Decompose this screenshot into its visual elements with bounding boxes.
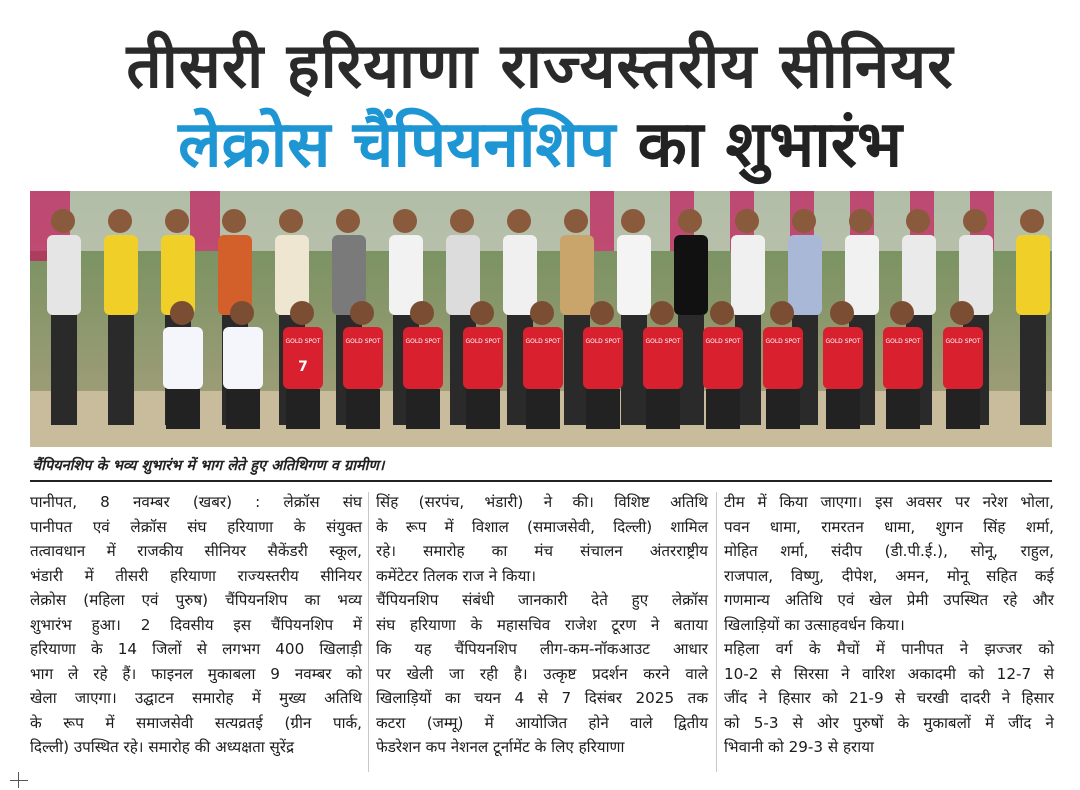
standing-person [1016, 209, 1050, 425]
jersey-text: GOLD SPOT [405, 338, 441, 345]
article-column-2 [376, 490, 708, 760]
article-line: शुभारंभ हुआ। 2 दिवसीय इस चैंपियनशिप में [30, 615, 362, 634]
article-line: राजपाल, विष्णु, दीपेश, अमन, मोनू सहित कई [724, 566, 1054, 585]
article-line: रहे। समारोह का मंच संचालन अंतरराष्ट्रीय [376, 542, 708, 560]
article-line: टीम में किया जाएगा। इस अवसर पर नरेश भोला, [724, 493, 1054, 511]
article-line: पानीपत एवं लेक्रॉस संघ हरियाणा के संयुक्त [30, 517, 362, 536]
headline-line-2 [0, 100, 1080, 190]
jersey-text: GOLD SPOT [585, 338, 621, 345]
article-line: लेक्रोस (महिला एवं पुरुष) चैंपियनशिप का भव्य [30, 591, 362, 609]
jersey-text: GOLD SPOT [285, 338, 321, 345]
article-column-3 [724, 490, 1054, 760]
article-line: खेला जाएगा। उद्घाटन समारोह में मुख्य अतिथि [30, 689, 362, 707]
divider-rule [30, 480, 1052, 482]
article-line: भिवानी को 29-3 से हराया [724, 738, 874, 756]
article-line: मोहित शर्मा, संदीप (डी.पी.ई.), सोनू, राहुल, [724, 542, 1054, 560]
article-line: महिला वर्ग के मैचों में पानीपत ने झज्जर को [724, 640, 1054, 658]
standing-person [47, 209, 81, 425]
article-line: संघ हरियाणा के महासचिव राजेश टूरण ने बताया [376, 615, 708, 634]
standing-person [617, 209, 651, 425]
headline-rest: का शुभारंभ [637, 108, 902, 182]
headline-accent: लेक्रोस चैंपियनशिप [178, 108, 616, 182]
jersey-text: GOLD SPOT [885, 338, 921, 345]
standing-person [104, 209, 138, 425]
jersey-text: GOLD SPOT [525, 338, 561, 345]
crosshair-icon [8, 770, 30, 790]
article-line: पवन धामा, रामरतन धामा, शुगन सिंह शर्मा, [724, 517, 1054, 536]
article-line: जींद ने हिसार को 21-9 से चरखी दादरी ने हिसार [724, 689, 1054, 707]
news-photo [30, 191, 1052, 447]
article-line: गणमान्य अतिथि एवं खेल प्रेमी उपस्थित रहे और [724, 591, 1054, 609]
article-line: 10-2 से सिरसा ने वारिश अकादमी को 12-7 से [724, 664, 1054, 683]
article-line: को 5-3 से ओर पुरुषों के मुकाबलों में जींद ने [724, 713, 1054, 732]
article-line: कमेंटेटर तिलक राज ने किया। [376, 566, 537, 585]
photo-caption: चैंपियनशिप के भव्य शुभारंभ में भाग लेते हुए अतिथिगण व ग्रामीण। [32, 458, 385, 474]
jersey-text: GOLD SPOT [645, 338, 681, 345]
jersey-text: GOLD SPOT [825, 338, 861, 345]
article-line: तत्वावधान में राजकीय सीनियर सैकेंडरी स्कूल, [30, 542, 362, 560]
article-line: के रूप में समाजसेवी सत्यव्रतई (ग्रीन पार्क, [30, 713, 362, 732]
article-line: भाग ले रहे हैं। फाइनल मुकाबला 9 नवम्बर को [30, 664, 362, 683]
column-separator [368, 492, 369, 772]
article-line: पर खेली जा रही है। उत्कृष्ट प्रदर्शन करने वाले [376, 664, 708, 683]
jersey-number: 7 [298, 359, 308, 375]
headline-line-1: तीसरी हरियाणा राज्यस्तरीय सीनियर [126, 29, 954, 102]
article-line: के रूप में विशाल (समाजसेवी, दिल्ली) शामिल [376, 517, 708, 536]
article-column-1 [30, 490, 362, 760]
article-line: चैंपियनशिप संबंधी जानकारी देते हुए लेक्रॉस [376, 591, 708, 609]
jersey-text: GOLD SPOT [765, 338, 801, 345]
article-line: खिलाड़ियों का उत्साहवर्धन किया। [724, 615, 905, 634]
article-line: फेडरेशन कप नेशनल टूर्नामेंट के लिए हरियाणा [376, 738, 625, 756]
article-line: पानीपत, 8 नवम्बर (खबर) : लेक्रॉस संघ [30, 493, 362, 511]
jersey-text: GOLD SPOT [345, 338, 381, 345]
article-line: दिल्ली) उपस्थित रहे। समारोह की अध्यक्षता सुरेंद्र [30, 738, 295, 756]
jersey-text: GOLD SPOT [945, 338, 981, 345]
article-line: सिंह (सरपंच, भंडारी) ने की। विशिष्ट अतिथि [376, 493, 708, 511]
article-line: खिलाड़ियों का चयन 4 से 7 दिसंबर 2025 तक [376, 689, 708, 707]
group-photo-illustration [30, 191, 1052, 447]
jersey-text: GOLD SPOT [705, 338, 741, 345]
jersey-text: GOLD SPOT [465, 338, 501, 345]
article-line: कि यह चैंपियनशिप लीग-कम-नॉकआउट आधार [376, 640, 708, 658]
article-line: कटरा (जम्मू) में आयोजित होने वाले द्वितीय [376, 713, 708, 732]
article-line: भंडारी में तीसरी हरियाणा राज्यस्तरीय सीनियर [30, 566, 362, 585]
article-line: हरियाणा के 14 जिलों से लगभग 400 खिलाड़ी [30, 640, 362, 658]
column-separator [716, 492, 717, 772]
